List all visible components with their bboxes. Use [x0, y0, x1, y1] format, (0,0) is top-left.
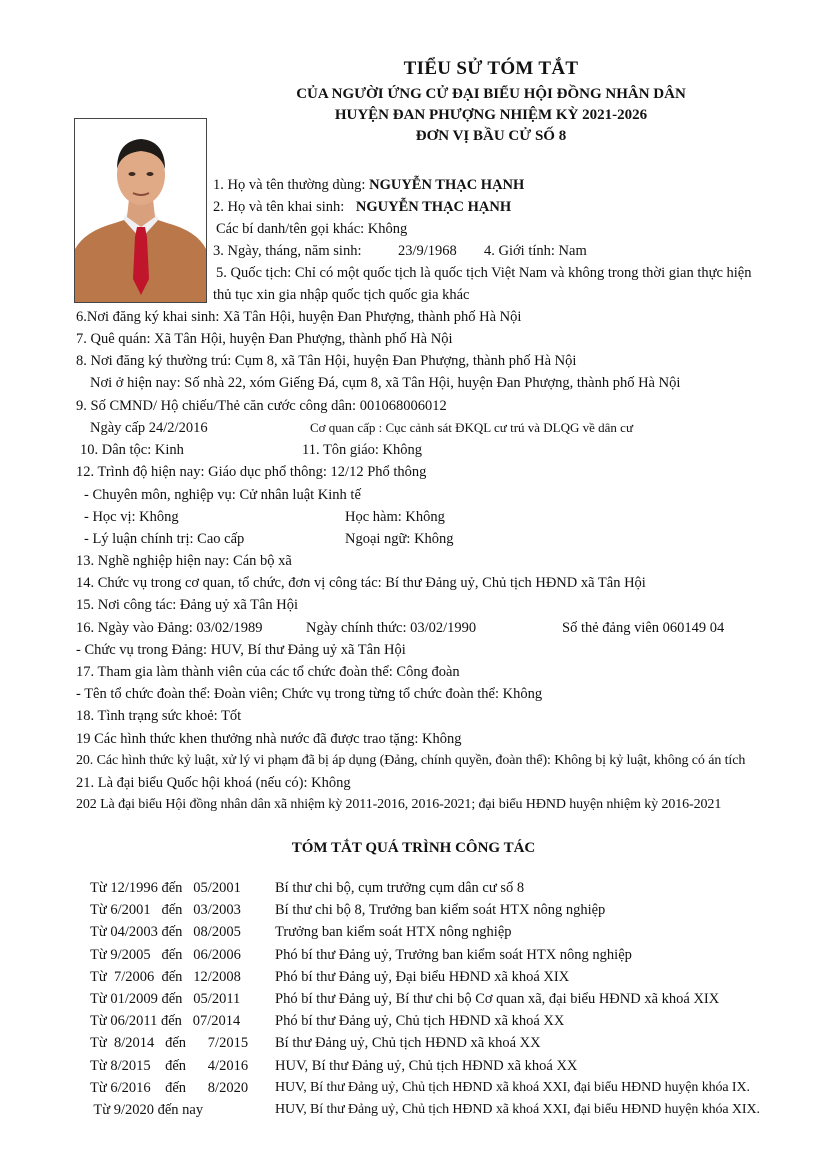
field-health: 18. Tình trạng sức khoẻ: Tốt [76, 708, 242, 724]
field-specialization: - Chuyên môn, nghiệp vụ: Cử nhân luật Kinh tế [84, 487, 361, 503]
field-position: 14. Chức vụ trong cơ quan, tổ chức, đơn vị công tác: Bí thư Đảng uỷ, Chủ tịch HĐND xã Tân Hội [76, 575, 646, 591]
candidate-portrait-photo [74, 118, 207, 303]
work-description: HUV, Bí thư Đảng uỷ, Chủ tịch HĐND xã khoá XXI, đại biểu HĐND huyện khóa IX. [275, 1080, 750, 1095]
district-term: HUYỆN ĐAN PHƯỢNG NHIỆM KỲ 2021-2026 [334, 107, 648, 123]
field-id-issue-date: Ngày cấp 24/2/2016 [90, 420, 208, 436]
work-description: Phó bí thư Đảng uỷ, Trưởng ban kiểm soát HTX nông nghiệp [275, 947, 632, 963]
field-party-join-date: 16. Ngày vào Đảng: 03/02/1989 [76, 620, 263, 636]
candidate-birth-name: NGUYỄN THẠC HẠNH [355, 199, 512, 215]
field-id-issuing-agency: Cơ quan cấp : Cục cảnh sát ĐKQL cư trú và DLQG về dân cư [310, 420, 634, 435]
field-hometown: 7. Quê quán: Xã Tân Hội, huyện Đan Phượng, thành phố Hà Nội [76, 331, 453, 347]
work-period: Từ 8/2015 đến 4/2016 [90, 1058, 249, 1074]
work-description: Phó bí thư Đảng uỷ, Chủ tịch HĐND xã khoá XX [275, 1013, 565, 1029]
field-birth-registration: 6.Nơi đăng ký khai sinh: Xã Tân Hội, huyện Đan Phượng, thành phố Hà Nội [76, 309, 522, 325]
work-period: Từ 6/2016 đến 8/2020 [90, 1080, 249, 1096]
field-organizations: 17. Tham gia làm thành viên của các tổ chức đoàn thể: Công đoàn [76, 664, 460, 680]
field-nationality-line2: thủ tục xin gia nhập quốc tịch quốc gia khác [213, 287, 470, 303]
work-period: Từ 04/2003 đến 08/2005 [90, 924, 241, 940]
field-party-official-date: Ngày chính thức: 03/02/1990 [306, 620, 477, 636]
work-description: Bí thư chi bộ 8, Trưởng ban kiểm soát HTX nông nghiệp [275, 902, 606, 918]
field-label: 2. Họ và tên khai sinh: [213, 199, 345, 215]
work-description: HUV, Bí thư Đảng uỷ, Chủ tịch HĐND xã khoá XXI, đại biểu HĐND huyện khóa XIX. [275, 1102, 760, 1117]
work-description: Bí thư chi bộ, cụm trưởng cụm dân cư số 8 [275, 880, 525, 896]
work-description: Trưởng ban kiểm soát HTX nông nghiệp [275, 924, 512, 940]
field-political-theory: - Lý luận chính trị: Cao cấp [84, 531, 245, 547]
work-description: Bí thư Đảng uỷ, Chủ tịch HĐND xã khoá XX [275, 1035, 541, 1051]
field-national-assembly: 21. Là đại biểu Quốc hội khoá (nếu có): Không [76, 775, 351, 791]
field-workplace: 15. Nơi công tác: Đảng uỷ xã Tân Hội [76, 597, 299, 613]
work-period: Từ 7/2006 đến 12/2008 [90, 969, 241, 985]
work-description: HUV, Bí thư Đảng uỷ, Chủ tịch HĐND xã khoá XX [275, 1058, 578, 1074]
field-common-name [213, 176, 524, 194]
work-period: Từ 6/2001 đến 03/2003 [90, 902, 241, 918]
field-ethnicity: 10. Dân tộc: Kinh [80, 442, 184, 458]
document-title: TIỂU SỬ TÓM TẮT [403, 58, 579, 79]
work-period: Từ 9/2020 đến nay [90, 1102, 204, 1118]
candidate-common-name: NGUYỄN THẠC HẠNH [369, 177, 525, 193]
field-organization-role: - Tên tổ chức đoàn thể: Đoàn viên; Chức vụ trong từng tổ chức đoàn thể: Không [76, 686, 543, 702]
work-period: Từ 06/2011 đến 07/2014 [90, 1013, 241, 1029]
field-birth-date-label: 3. Ngày, tháng, năm sinh: [213, 243, 362, 259]
work-description: Phó bí thư Đảng uỷ, Đại biểu HĐND xã khoá XIX [275, 969, 570, 985]
field-foreign-language: Ngoại ngữ: Không [345, 531, 454, 547]
field-awards: 19 Các hình thức khen thưởng nhà nước đã được trao tặng: Không [76, 731, 462, 747]
work-period: Từ 12/1996 đến 05/2001 [90, 880, 241, 896]
field-birth-name [213, 198, 511, 216]
field-religion: 11. Tôn giáo: Không [302, 442, 423, 458]
work-period: Từ 8/2014 đến 7/2015 [90, 1035, 249, 1051]
field-permanent-residence: 8. Nơi đăng ký thường trú: Cụm 8, xã Tân Hội, huyện Đan Phượng, thành phố Hà Nội [76, 353, 577, 369]
field-nationality-line1: 5. Quốc tịch: Chỉ có một quốc tịch là quốc tịch Việt Nam và không trong thời gian thực hiện [216, 265, 752, 281]
field-academic-degree: - Học vị: Không [84, 509, 179, 525]
work-period: Từ 9/2005 đến 06/2006 [90, 947, 241, 963]
field-occupation: 13. Nghề nghiệp hiện nay: Cán bộ xã [76, 553, 292, 569]
field-academic-title: Học hàm: Không [345, 509, 445, 525]
work-history-title: TÓM TẮT QUÁ TRÌNH CÔNG TÁC [291, 840, 536, 856]
work-period: Từ 01/2009 đến 05/2011 [90, 991, 241, 1007]
field-label: 1. Họ và tên thường dùng: [213, 177, 366, 193]
field-education: 12. Trình độ hiện nay: Giáo dục phổ thông: 12/12 Phổ thông [76, 464, 427, 480]
field-gender: 4. Giới tính: Nam [484, 243, 587, 259]
field-id-number: 9. Số CMND/ Hộ chiếu/Thẻ căn cước công dân: 001068006012 [76, 398, 447, 414]
work-description: Phó bí thư Đảng uỷ, Bí thư chi bộ Cơ quan xã, đại biểu HĐND xã khoá XIX [275, 991, 720, 1007]
field-birth-date-value: 23/9/1968 [398, 243, 457, 259]
field-party-card-number: Số thẻ đảng viên 060149 04 [562, 620, 725, 636]
electoral-unit: ĐƠN VỊ BẦU CỬ SỐ 8 [415, 128, 567, 144]
field-party-position: - Chức vụ trong Đảng: HUV, Bí thư Đảng uỷ xã Tân Hội [76, 642, 406, 658]
field-current-residence: Nơi ở hiện nay: Số nhà 22, xóm Giếng Đá, cụm 8, xã Tân Hội, huyện Đan Phượng, thành phố Hà Nội [90, 375, 681, 391]
field-council-membership: 202 Là đại biểu Hội đồng nhân dân xã nhiệm kỳ 2011-2016, 2016-2021; đại biểu HĐND huyện nhiệm kỳ 2016-2021 [76, 797, 722, 812]
field-disciplinary-record: 20. Các hình thức kỷ luật, xử lý vi phạm đã bị áp dụng (Đảng, chính quyền, đoàn thể): Không bị kỷ luật, không có án tích [76, 753, 746, 768]
field-aliases: Các bí danh/tên gọi khác: Không [216, 221, 408, 237]
document-subtitle: CỦA NGƯỜI ỨNG CỬ ĐẠI BIỂU HỘI ĐỒNG NHÂN DÂN [296, 86, 686, 102]
